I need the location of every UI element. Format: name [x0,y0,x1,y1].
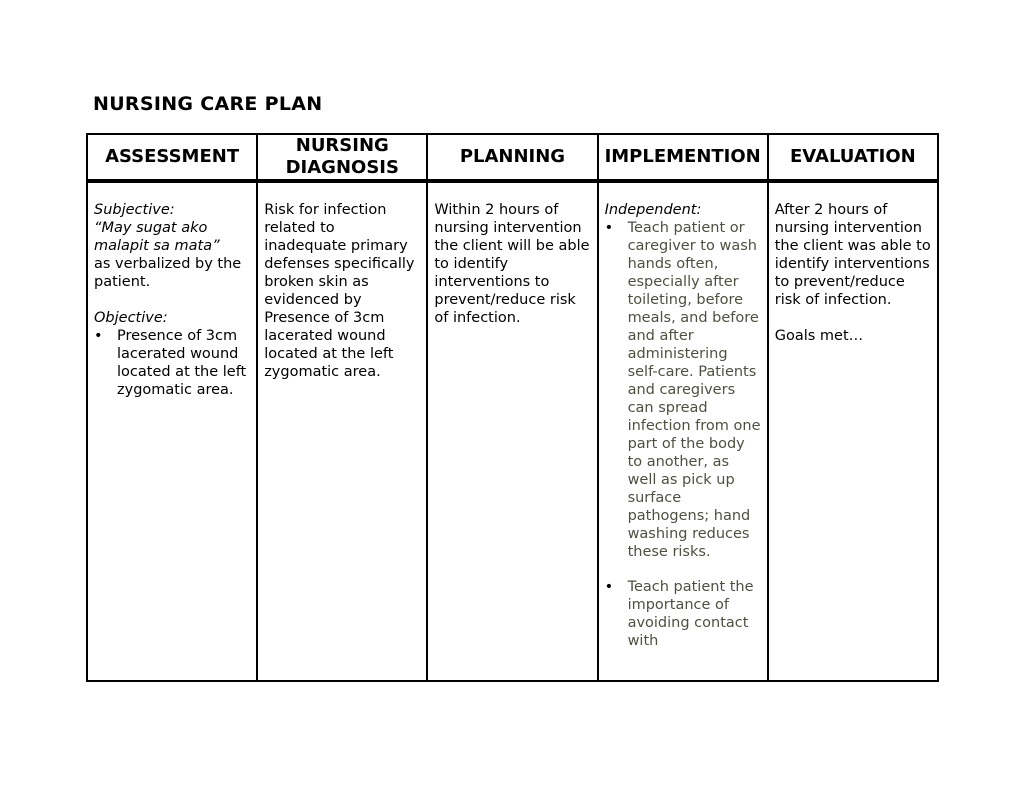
list-item: • Presence of 3cm lacerated wound located at the left zygomatic area. [94,328,247,398]
header-planning: PLANNING [427,134,597,180]
diagnosis-text: Risk for infection related to inadequate primary defenses specifically broken skin as evidenced by Presence of 3cm lacerated wound located at the left zygomatic area. [264,202,415,380]
header-nursing-diagnosis: NURSING DIAGNOSIS [257,134,427,180]
planning-cell [427,182,597,681]
subjective-verbalized: as verbalized by the patient. [94,256,242,290]
header-assessment: ASSESSMENT [87,134,257,180]
evaluation-text: After 2 hours of nursing intervention the client was able to identify interventions to prevent/reduce risk of infection. [774,202,931,308]
table-header-row [87,134,938,180]
header-implementation: IMPLEMENTION [598,134,768,180]
planning-text: Within 2 hours of nursing intervention the client will be able to identify interventions to prevent/reduce risk of infection. [434,202,590,326]
implementation-list [605,219,761,650]
independent-label: Independent: [604,202,702,218]
bullet-icon: • [94,328,103,344]
implementation-cell [598,182,768,681]
page-title: NURSING CARE PLAN [93,93,323,115]
list-item: • Teach patient or caregiver to wash hands often, especially after toileting, before meals, and before and after administering self-care. Patients and caregivers can spread infection from one part of the body to another, as well as pick up surface pathogens; hand washing reduces these risks. [604,220,761,560]
objective-label: Objective: [94,310,168,326]
objective-list [94,327,250,399]
diagnosis-cell [257,182,427,681]
header-evaluation: EVALUATION [768,134,938,180]
assessment-cell [87,182,257,681]
table-body-row [87,182,938,681]
evaluation-cell [768,182,938,681]
bullet-icon: • [604,220,614,236]
goals-met-text: Goals met… [774,328,864,344]
subjective-quote: “May sugat ako malapit sa mata” [94,220,220,254]
care-plan-table [86,133,939,682]
list-item: • Teach patient the importance of avoiding contact with [604,579,754,649]
bullet-icon: • [604,579,614,595]
subjective-label: Subjective: [94,202,175,218]
